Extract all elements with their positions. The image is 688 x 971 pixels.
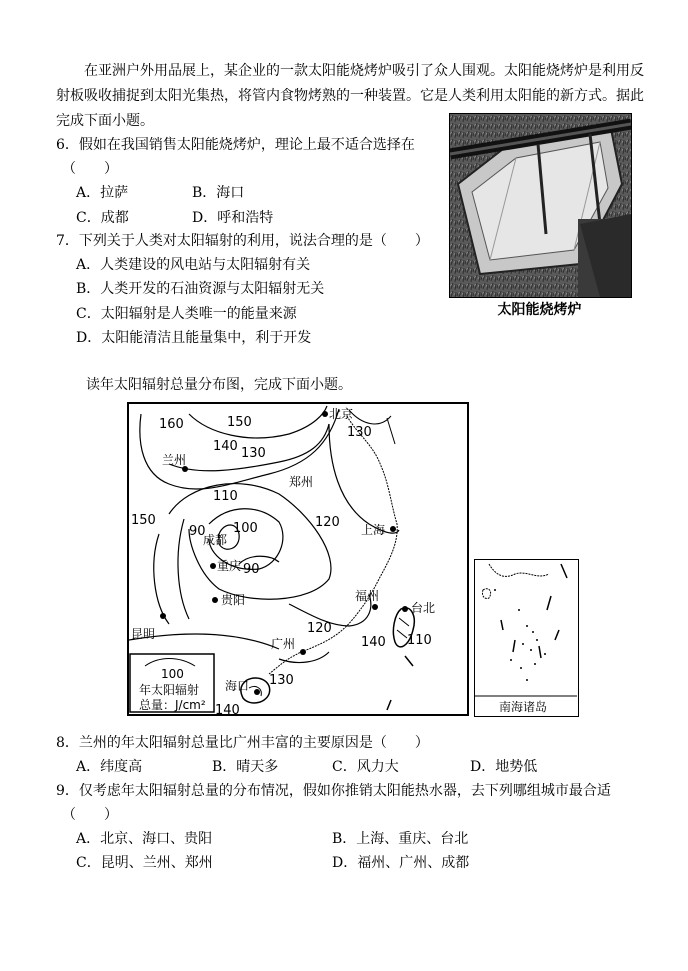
city-dot	[402, 606, 408, 612]
q8-option-d: D．地势低	[470, 759, 538, 775]
q6-option-c: C．成都	[76, 210, 129, 226]
q9-option-c: C．昆明、兰州、郑州	[76, 855, 213, 871]
city-dot	[210, 563, 216, 569]
solar-radiation-map	[127, 402, 469, 716]
contour-label: 150	[227, 415, 252, 430]
city-dot	[372, 604, 378, 610]
south-china-sea-inset	[474, 559, 579, 717]
city-dot	[160, 613, 166, 619]
legend-value: 100	[161, 667, 184, 681]
city-label: 福州	[355, 589, 380, 603]
city-label: 重庆	[217, 559, 242, 573]
contour-label: 140	[215, 703, 240, 714]
city-label: 海口	[225, 679, 250, 693]
map-legend	[130, 654, 214, 712]
q8-stem: 8．兰州的年太阳辐射总量比广州丰富的主要原因是（ ）	[56, 735, 429, 751]
contour-label: 140	[361, 635, 386, 650]
q8-option-c: C．风力大	[332, 759, 399, 775]
q7-option-d: D．太阳能清洁且能量集中，利于开发	[76, 330, 312, 346]
city-label: 兰州	[162, 453, 187, 467]
intro-line-2: 射板吸收捕捉到太阳光集热，将管内食物烤熟的一种装置。它是人类利用太阳能的新方式。据此	[56, 88, 644, 104]
city-label: 郑州	[289, 475, 314, 489]
q7-option-b: B．人类开发的石油资源与太阳辐射无关	[76, 281, 325, 297]
contour-label: 120	[307, 621, 332, 636]
solar-grill-photo	[449, 113, 632, 298]
city-dot	[390, 526, 396, 532]
q6-blank: （ ）	[62, 161, 118, 177]
q9-option-d: D．福州、广州、成都	[332, 855, 470, 871]
legend-unit: 总量：J/cm²	[139, 698, 206, 712]
q9-stem: 9．仅考虑年太阳辐射总量的分布情况，假如你推销太阳能热水器，去下列哪组城市最合适	[56, 783, 611, 799]
q7-stem: 7．下列关于人类对太阳辐射的利用，说法合理的是（ ）	[56, 233, 429, 249]
contour-label: 150	[131, 513, 156, 528]
q9-option-b: B．上海、重庆、台北	[332, 831, 469, 847]
map-intro: 读年太阳辐射总量分布图，完成下面小题。	[86, 377, 352, 393]
city-label: 台北	[411, 601, 436, 615]
contour-label: 110	[407, 633, 432, 648]
city-label: 贵阳	[221, 593, 246, 607]
contour-label: 140	[213, 439, 238, 454]
city-dot	[254, 689, 260, 695]
city-dot	[322, 411, 328, 417]
city-label: 昆明	[131, 627, 156, 641]
q9-blank: （ ）	[62, 807, 118, 823]
contour-label: 120	[315, 515, 340, 530]
q6-option-b: B．海口	[192, 185, 245, 201]
q8-option-a: A．纬度高	[76, 759, 143, 775]
contour-label: 110	[213, 489, 238, 504]
legend-title: 年太阳辐射	[139, 683, 200, 697]
city-label: 广州	[271, 637, 296, 651]
city-label: 成都	[203, 533, 228, 547]
contour-label: 90	[243, 562, 260, 577]
q6-option-a: A．拉萨	[76, 185, 129, 201]
q9-option-a: A．北京、海口、贵阳	[76, 831, 213, 847]
city-label: 上海	[361, 523, 386, 537]
contour-label: 100	[233, 521, 258, 536]
contour-label: 130	[241, 446, 266, 461]
q6-option-d: D．呼和浩特	[192, 210, 274, 226]
q7-option-a: A．人类建设的风电站与太阳辐射有关	[76, 257, 311, 273]
contour-label: 130	[269, 673, 294, 688]
city-dot	[300, 649, 306, 655]
contour-label: 90	[189, 524, 206, 539]
intro-line-1: 在亚洲户外用品展上，某企业的一款太阳能烧烤炉吸引了众人围观。太阳能烧烤炉是利用反	[84, 63, 644, 79]
q8-option-b: B．晴天多	[212, 759, 279, 775]
photo-caption: 太阳能烧烤炉	[497, 302, 582, 318]
city-dot	[212, 597, 218, 603]
contour-label: 130	[347, 425, 372, 440]
inset-label: 南海诸岛	[498, 700, 548, 714]
contour-label: 160	[159, 417, 184, 432]
q6-stem: 6．假如在我国销售太阳能烧烤炉，理论上最不适合选择在	[56, 137, 415, 153]
city-label: 北京	[329, 407, 354, 421]
q7-option-c: C．太阳辐射是人类唯一的能量来源	[76, 306, 297, 322]
intro-line-3: 完成下面小题。	[56, 113, 154, 129]
